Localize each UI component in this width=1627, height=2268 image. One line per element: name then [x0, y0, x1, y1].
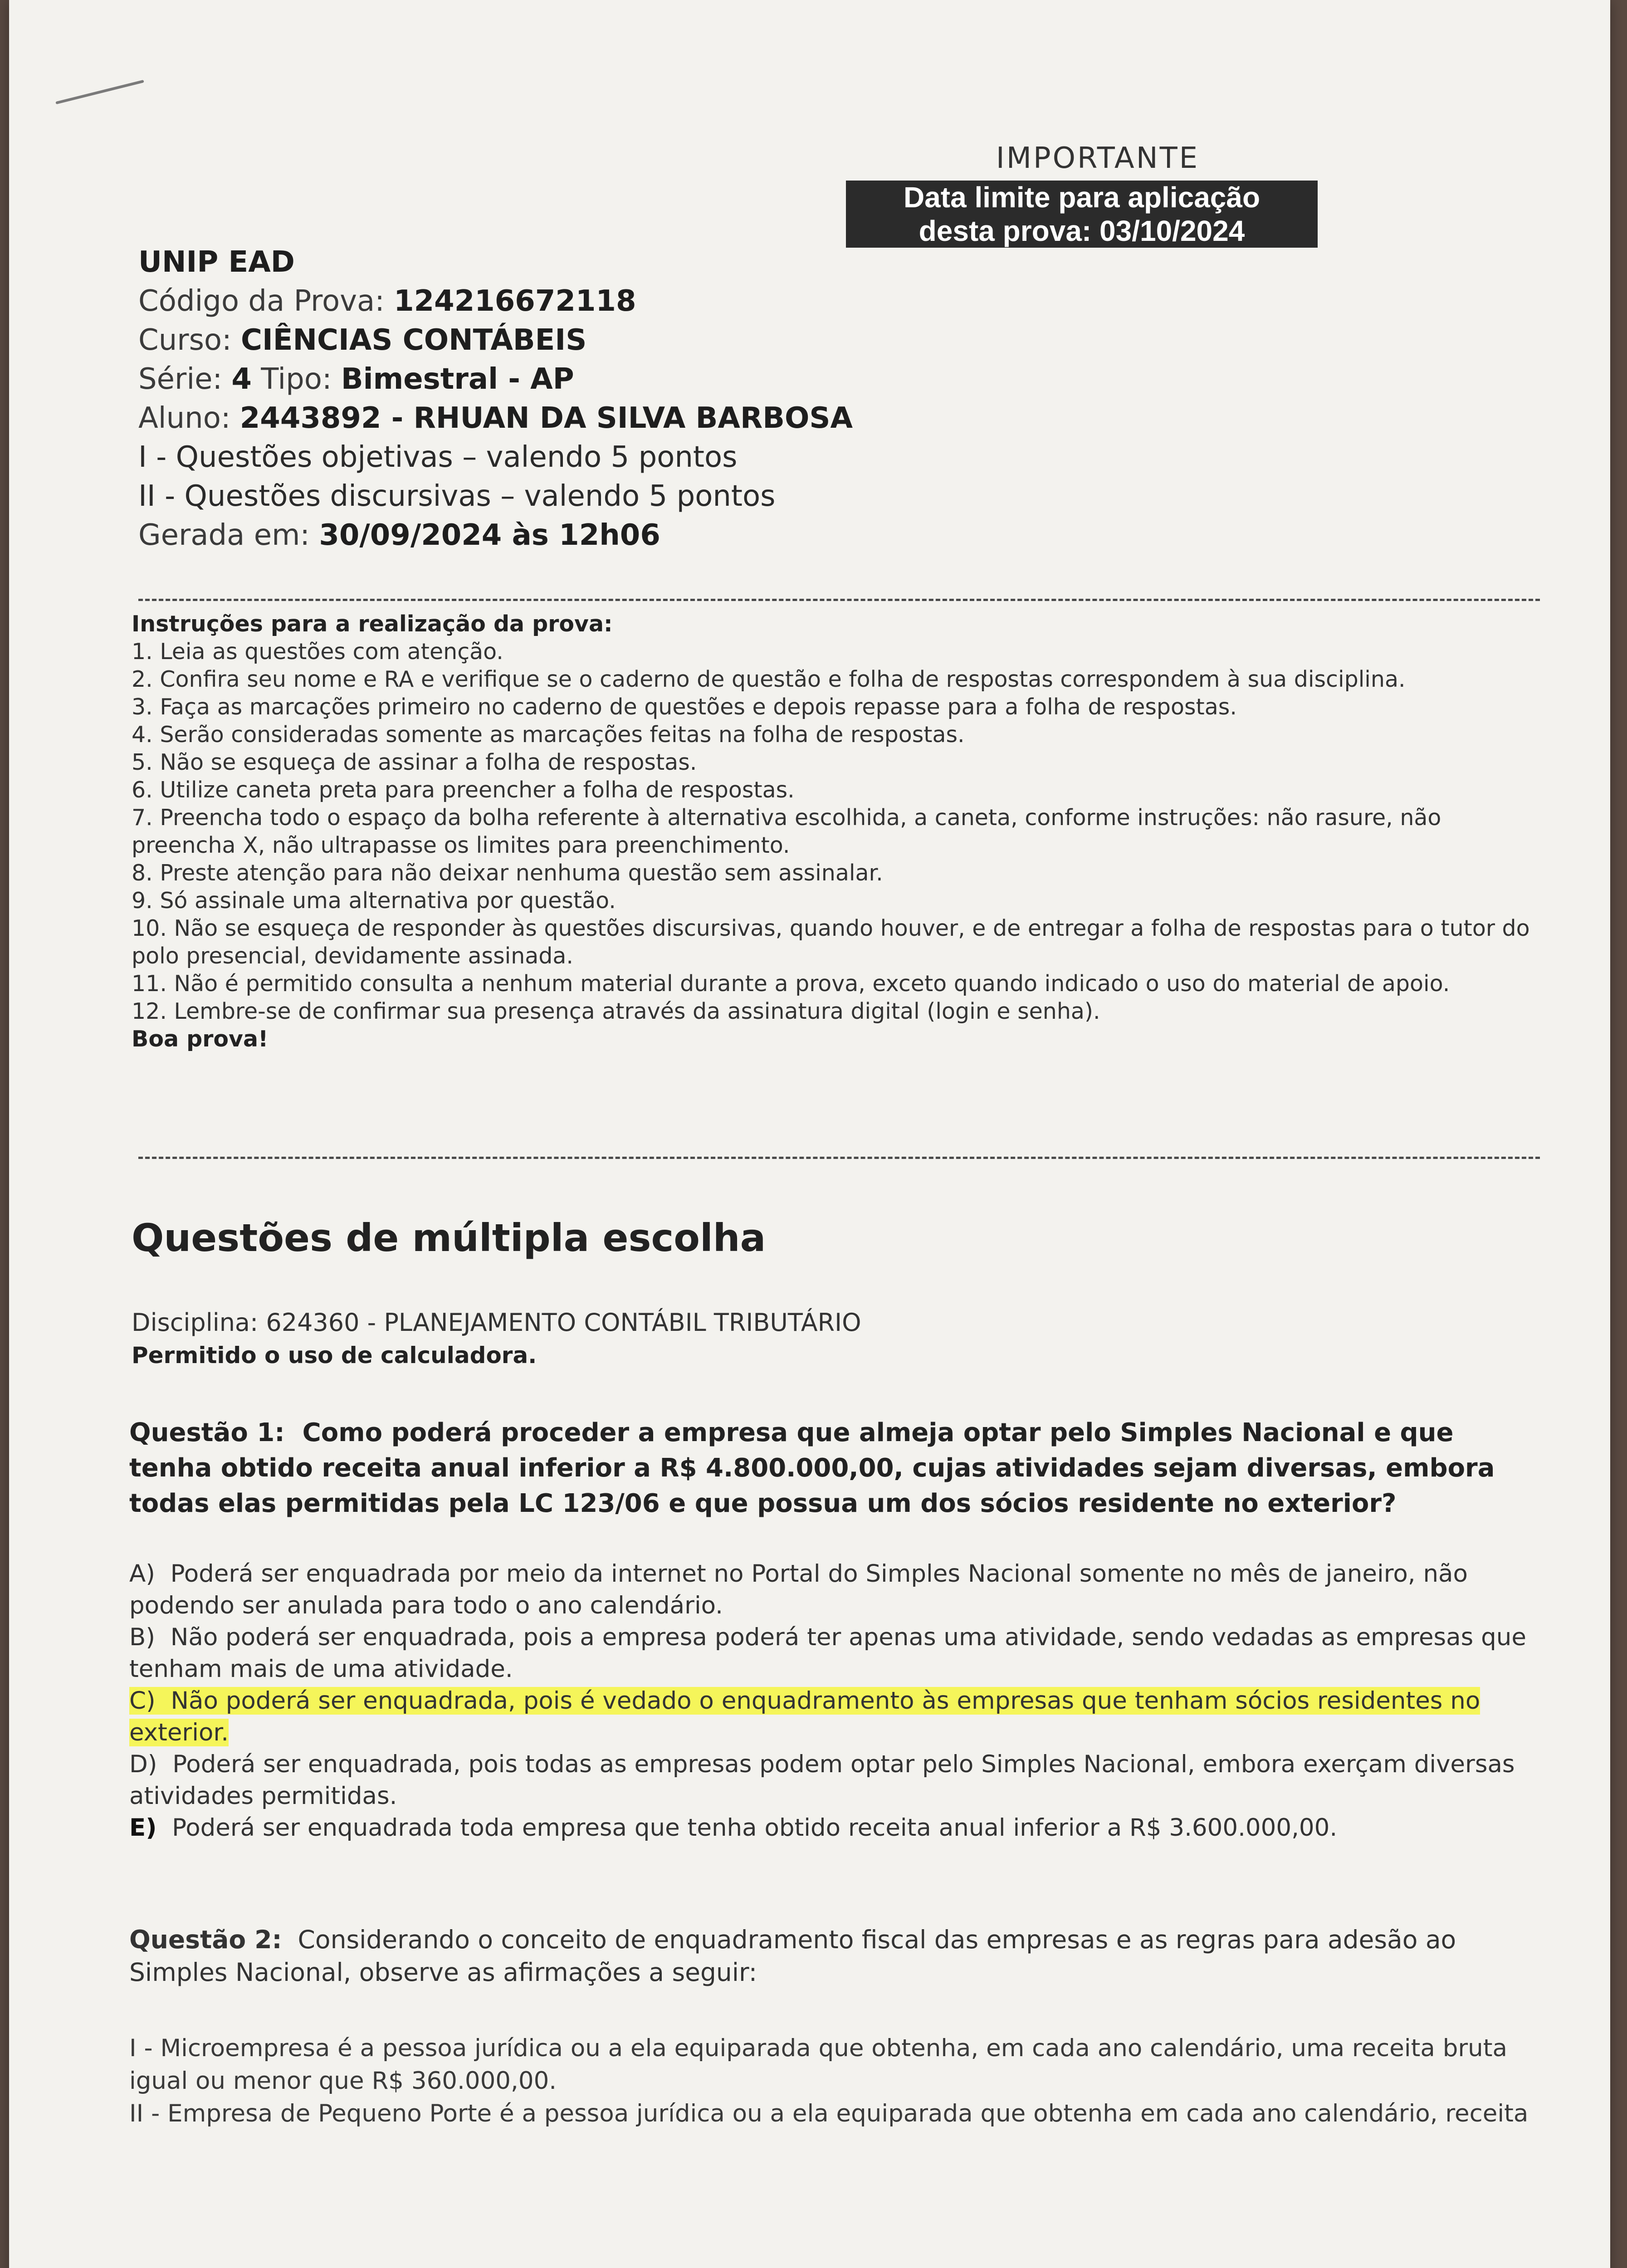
course: Curso: CIÊNCIAS CONTÁBEIS [138, 323, 587, 357]
question-2-text: Considerando o conceito de enquadramento fiscal das empresas e as regras para adesão ao Simples Nacional, observe as afirmações a seguir: [129, 1925, 1456, 1987]
instruction-item: 7. Preencha todo o espaço da bolha referente à alternativa escolhida, a caneta, conforme instruções: não rasure, não preencha X, não ultrapasse os limites para preenchimento. [132, 805, 1441, 858]
part-objective: I - Questões objetivas – valendo 5 pontos [138, 440, 738, 474]
instruction-item: 2. Confira seu nome e RA e verifique se o caderno de questão e folha de respostas correspondem à sua disciplina. [132, 666, 1406, 692]
instruction-item: 11. Não é permitido consulta a nenhum material durante a prova, exceto quando indicado o uso do material de apoio. [132, 971, 1450, 997]
discipline-line: Disciplina: 624360 - PLANEJAMENTO CONTÁBIL TRIBUTÁRIO [132, 1308, 861, 1337]
series-type: Série: 4 Tipo: Bimestral - AP [138, 362, 574, 396]
generated-date: Gerada em: 30/09/2024 às 12h06 [138, 518, 660, 552]
option-b[interactable]: B) Não poderá ser enquadrada, pois a empresa poderá ter apenas uma atividade, sendo vedadas as empresas que tenham mais de uma atividade. [129, 1623, 1526, 1683]
question-1-text: Como poderá proceder a empresa que almeja optar pelo Simples Nacional e que tenha obtido receita anual inferior a R$ 4.800.000,00, cujas atividades sejam diversas, embora todas elas permitidas pela LC 123/06 e que possua um dos sócios residente no exterior? [129, 1418, 1495, 1518]
question-1-label: Questão 1: [129, 1418, 285, 1447]
instruction-item: 6. Utilize caneta preta para preencher a folha de respostas. [132, 777, 795, 803]
exam-paper [9, 0, 1610, 2268]
option-c-highlighted[interactable]: C) Não poderá ser enquadrada, pois é vedado o enquadramento às empresas que tenham sócios residentes no exterior. [129, 1687, 1480, 1746]
pen-mark [55, 80, 144, 104]
option-e[interactable]: E) Poderá ser enquadrada toda empresa que tenha obtido receita anual inferior a R$ 3.600.000,00. [129, 1814, 1338, 1842]
question-2 [129, 1923, 1531, 1989]
instruction-item: 8. Preste atenção para não deixar nenhuma questão sem assinalar. [132, 860, 883, 886]
instruction-item: 5. Não se esqueça de assinar a folha de respostas. [132, 749, 697, 775]
instruction-item: 10. Não se esqueça de responder às questões discursivas, quando houver, e de entregar a folha de respostas para o tutor do polo presencial, devidamente assinada. [132, 915, 1530, 969]
instruction-item: 9. Só assinale uma alternativa por questão. [132, 888, 616, 914]
instruction-item: 1. Leia as questões com atenção. [132, 639, 503, 665]
instruction-item: 4. Serão consideradas somente as marcações feitas na folha de respostas. [132, 722, 965, 748]
statement-1: I - Microempresa é a pessoa jurídica ou a ela equiparada que obtenha, em cada ano calendário, uma receita bruta igual ou menor que R$ 360.000,00. [129, 2034, 1508, 2095]
handwritten-x-mark: E) [129, 1814, 157, 1842]
student: Aluno: 2443892 - RHUAN DA SILVA BARBOSA [138, 401, 853, 435]
exam-header [138, 243, 853, 555]
instructions-title: Instruções para a realização da prova: [132, 611, 613, 637]
instruction-item: 3. Faça as marcações primeiro no caderno de questões e depois repasse para a folha de respostas. [132, 694, 1237, 720]
option-d[interactable]: D) Poderá ser enquadrada, pois todas as empresas podem optar pelo Simples Nacional, embora exerçam diversas atividades permitidas. [129, 1750, 1515, 1810]
option-a[interactable]: A) Poderá ser enquadrada por meio da internet no Portal do Simples Nacional somente no mês de janeiro, não podendo ser anulada para todo o ano calendário. [129, 1560, 1468, 1619]
calculator-note: Permitido o uso de calculadora. [132, 1342, 537, 1369]
section-title: Questões de múltipla escolha [132, 1216, 766, 1260]
instruction-item: 12. Lembre-se de confirmar sua presença através da assinatura digital (login e senha). [132, 998, 1100, 1024]
statement-2: II - Empresa de Pequeno Porte é a pessoa jurídica ou a ela equiparada que obtenha em cada ano calendário, receita [129, 2100, 1529, 2127]
divider-bottom [138, 1157, 1540, 1159]
exam-code: Código da Prova: 124216672118 [138, 284, 636, 318]
deadline-notice [846, 181, 1318, 248]
good-luck: Boa prova! [132, 1026, 269, 1052]
divider-top [138, 599, 1540, 601]
question-2-label: Questão 2: [129, 1925, 282, 1954]
instructions [132, 610, 1538, 1053]
question-2-statements [129, 2032, 1531, 2130]
part-discursive: II - Questões discursivas – valendo 5 pontos [138, 479, 776, 513]
deadline-line-2: desta prova: 03/10/2024 [919, 215, 1245, 247]
deadline-line-1: Data limite para aplicação [903, 181, 1261, 214]
discipline-info [132, 1306, 861, 1372]
notice-title: IMPORTANTE [996, 142, 1200, 175]
institution: UNIP EAD [138, 245, 295, 279]
question-1-options [129, 1558, 1531, 1844]
question-1 [129, 1415, 1535, 1521]
